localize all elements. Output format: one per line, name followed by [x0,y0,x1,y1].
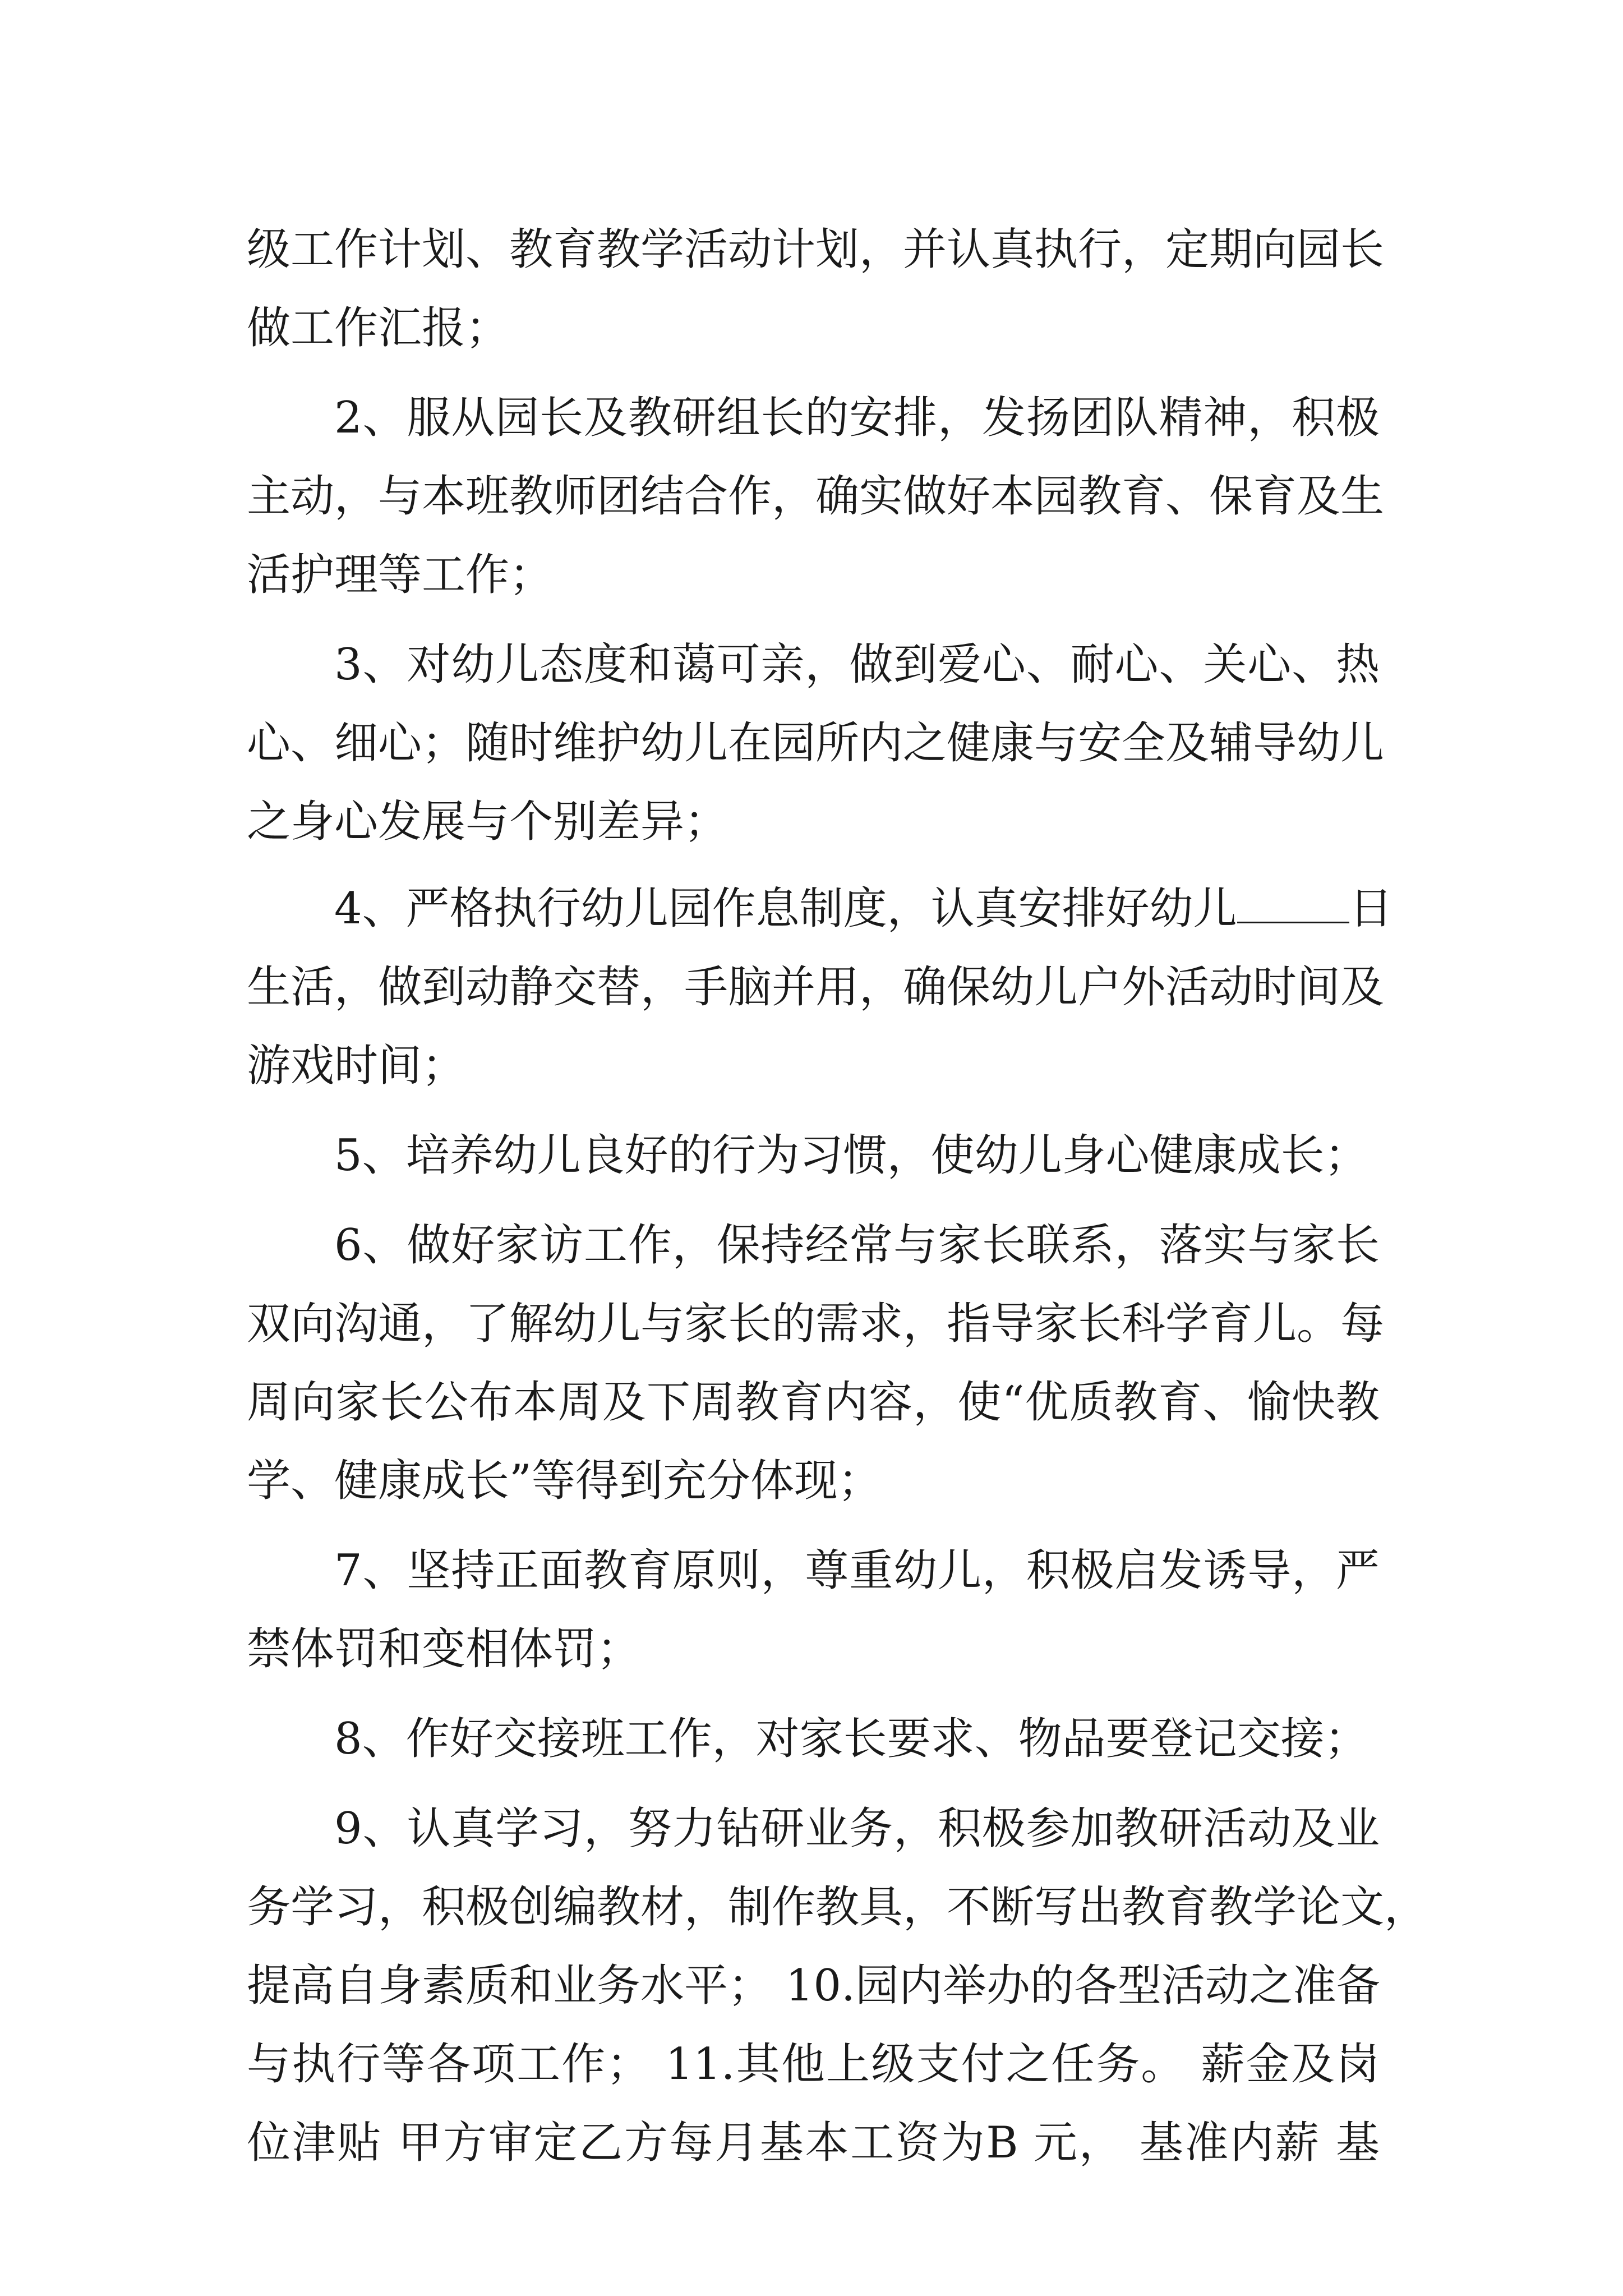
text-line: 生活，做到动静交替，手脑并用，确保幼儿户外活动时间及 [247,962,1385,1013]
text-line: 9、认真学习，努力钻研业务，积极参加教研活动及业 [334,1803,1380,1854]
text-line: 位津贴 甲方审定乙方每月基本工资为B 元， 基准内薪 基 [247,2118,1380,2168]
text-line: 7、坚持正面教育原则，尊重幼儿，积极启发诱导，严 [334,1545,1380,1596]
text-line: 学、健康成长”等得到充分体现； [247,1456,882,1506]
text-line: 游戏时间； [247,1041,466,1091]
text-line: 务学习，积极创编教材，制作教具，不断写出教育教学论文， [247,1882,1428,1932]
text-line: 主动，与本班教师团结合作，确实做好本园教育、保育及生 [247,471,1385,522]
text-segment: 4、严格执行幼儿园作息制度，认真安排好幼儿 [334,884,1237,934]
text-line: 做工作汇报； [247,303,510,353]
text-line: 2、服从园长及教研组长的安排，发扬团队精神，积极 [334,393,1380,443]
text-line: 之身心发展与个别差异； [247,797,728,847]
text-line-with-blank [247,867,1393,951]
text-line: 禁体罚和变相体罚； [247,1624,641,1674]
text-line: 8、作好交接班工作，对家长要求、物品要登记交接； [334,1714,1368,1764]
text-line: 双向沟通，了解幼儿与家长的需求，指导家长科学育儿。每 [247,1299,1385,1349]
text-line: 与执行等各项工作； 11.其他上级支付之任务。 薪金及岗 [247,2039,1380,2090]
text-line: 周向家长公布本周及下周教育内容，使“优质教育、愉快教 [247,1377,1380,1428]
text-line: 提高自身素质和业务水平； 10.园内举办的各型活动之准备 [247,1961,1380,2011]
text-line: 5、培养幼儿良好的行为习惯，使幼儿身心健康成长； [334,1130,1368,1181]
text-line: 级工作计划、教育教学活动计划，并认真执行，定期向园长 [247,224,1385,275]
text-line: 3、对幼儿态度和蔼可亲，做到爱心、耐心、关心、热 [334,639,1380,690]
text-line: 活护理等工作； [247,550,554,600]
text-segment: 日 [1349,884,1393,934]
text-line: 心、细心；随时维护幼儿在园所内之健康与安全及辅导幼儿 [247,718,1385,769]
text-line: 6、做好家访工作，保持经常与家长联系，落实与家长 [334,1220,1380,1271]
fill-in-blank [1237,882,1349,923]
